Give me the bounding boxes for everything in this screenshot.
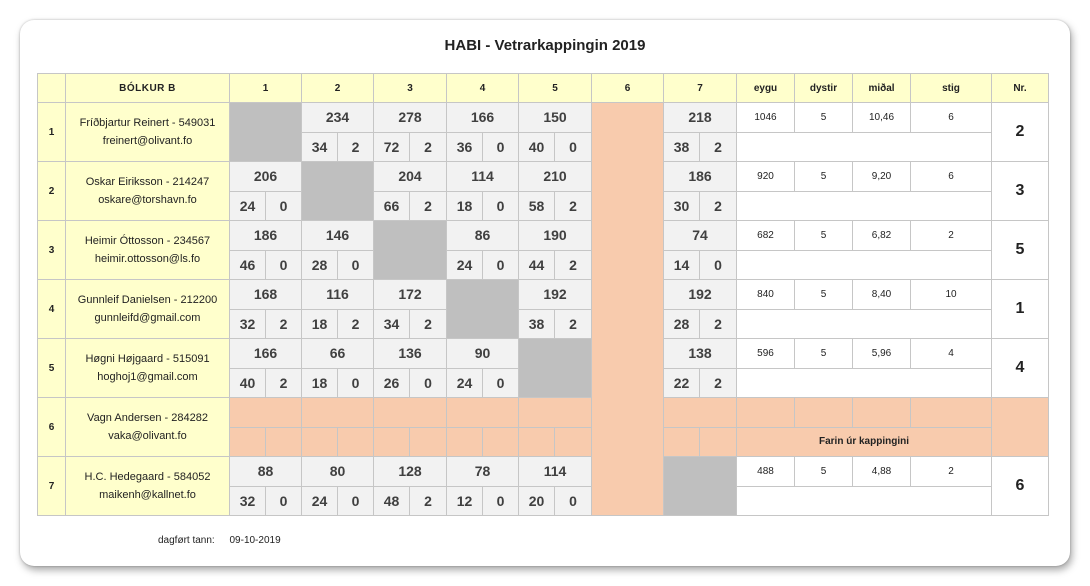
- stat-stig: 6: [911, 103, 992, 133]
- match-points: 0: [700, 250, 737, 280]
- stat-midal: 10,46: [853, 103, 911, 133]
- match-points: 0: [555, 486, 592, 516]
- withdrawn-cell: [700, 427, 737, 457]
- match-points: 0: [266, 191, 302, 221]
- stats-spacer: [737, 132, 992, 162]
- player-row-top: [38, 103, 1049, 133]
- rank-cell: 2: [992, 103, 1049, 162]
- player-name: Gunnleif Danielsen - 212200: [77, 294, 218, 306]
- match-total: 218: [664, 103, 737, 133]
- match-total: 88: [230, 457, 302, 487]
- match-value: 48: [374, 486, 410, 516]
- row-number: 3: [38, 221, 66, 280]
- match-value: 28: [664, 309, 700, 339]
- match-value: 24: [447, 368, 483, 398]
- round-header-6: 6: [592, 74, 664, 103]
- row-number: 2: [38, 162, 66, 221]
- withdrawn-cell: [374, 427, 410, 457]
- match-total: 136: [374, 339, 447, 369]
- stat-dystir: [795, 398, 853, 428]
- match-total: 138: [664, 339, 737, 369]
- match-points: 2: [266, 368, 302, 398]
- match-value: 24: [302, 486, 338, 516]
- match-total: 80: [302, 457, 374, 487]
- stat-eygu: 840: [737, 280, 795, 310]
- match-total: 128: [374, 457, 447, 487]
- stat-eygu: 1046: [737, 103, 795, 133]
- match-value: 38: [664, 132, 700, 162]
- stat-stig: 10: [911, 280, 992, 310]
- match-total: 166: [230, 339, 302, 369]
- match-points: 0: [483, 368, 519, 398]
- withdrawn-cell: [664, 398, 737, 428]
- rank-cell: 5: [992, 221, 1049, 280]
- match-value: 26: [374, 368, 410, 398]
- withdrawn-cell: [302, 427, 338, 457]
- player-name: Oskar Eiriksson - 214247: [85, 176, 210, 188]
- stat-eygu: 488: [737, 457, 795, 487]
- match-value: 34: [374, 309, 410, 339]
- match-points: 2: [555, 250, 592, 280]
- player-row-top: [38, 280, 1049, 310]
- match-points: 0: [483, 132, 519, 162]
- player-email: hoghoj1@gmail.com: [97, 371, 198, 383]
- match-total: 190: [519, 221, 592, 251]
- match-value: 18: [447, 191, 483, 221]
- header-row: [38, 74, 1049, 103]
- stats-spacer: [737, 309, 992, 339]
- stat-dystir: 5: [795, 280, 853, 310]
- match-points: 2: [338, 309, 374, 339]
- match-value: 32: [230, 486, 266, 516]
- match-points: 2: [700, 368, 737, 398]
- withdrawn-cell: [555, 427, 592, 457]
- stat-stig: 4: [911, 339, 992, 369]
- stat-stig: 2: [911, 457, 992, 487]
- stat-stig: 6: [911, 162, 992, 192]
- withdrawn-cell: [519, 398, 592, 428]
- withdrawn-cell: [266, 427, 302, 457]
- stat-dystir: 5: [795, 457, 853, 487]
- player-name: Fríðbjartur Reinert - 549031: [79, 117, 216, 129]
- player-email: maikenh@kallnet.fo: [99, 489, 196, 501]
- player-row-top: [38, 339, 1049, 369]
- withdrawn-cell: [664, 427, 700, 457]
- match-value: 20: [519, 486, 555, 516]
- stat-midal: [853, 398, 911, 428]
- match-value: 24: [230, 191, 266, 221]
- match-points: 2: [555, 309, 592, 339]
- player-email: freinert@olivant.fo: [102, 135, 193, 147]
- round-header-3: 3: [374, 74, 447, 103]
- match-value: 22: [664, 368, 700, 398]
- self-match-cell: [664, 457, 737, 516]
- match-total: 74: [664, 221, 737, 251]
- round-header-2: 2: [302, 74, 374, 103]
- stat-midal: 8,40: [853, 280, 911, 310]
- match-value: 58: [519, 191, 555, 221]
- player-email: oskare@torshavn.fo: [98, 194, 197, 206]
- match-points: 0: [266, 250, 302, 280]
- match-total: 150: [519, 103, 592, 133]
- player-cell: [66, 280, 230, 339]
- stat-dystir: 5: [795, 221, 853, 251]
- player-cell: [66, 457, 230, 516]
- match-points: 2: [338, 132, 374, 162]
- match-total: 206: [230, 162, 302, 192]
- match-points: 0: [338, 368, 374, 398]
- round-header-7: 7: [664, 74, 737, 103]
- stat-header-eygu: eygu: [737, 74, 795, 103]
- match-total: 116: [302, 280, 374, 310]
- stat-header-midal: miðal: [853, 74, 911, 103]
- rank-cell: 1: [992, 280, 1049, 339]
- self-match-cell: [447, 280, 519, 339]
- match-total: 210: [519, 162, 592, 192]
- self-match-cell: [302, 162, 374, 221]
- stat-midal: 6,82: [853, 221, 911, 251]
- round-header-4: 4: [447, 74, 519, 103]
- header-corner: [38, 74, 66, 103]
- match-value: 18: [302, 368, 338, 398]
- player-cell: [66, 162, 230, 221]
- rank-cell: 6: [992, 457, 1049, 516]
- player-name: Vagn Andersen - 284282: [87, 412, 208, 424]
- row-number: 6: [38, 398, 66, 457]
- stat-eygu: 920: [737, 162, 795, 192]
- match-total: 66: [302, 339, 374, 369]
- match-total: 86: [447, 221, 519, 251]
- withdrawn-cell: [447, 427, 483, 457]
- match-total: 146: [302, 221, 374, 251]
- match-total: 234: [302, 103, 374, 133]
- match-total: 186: [230, 221, 302, 251]
- stat-dystir: 5: [795, 162, 853, 192]
- withdrawn-cell: [410, 427, 447, 457]
- player-name: H.C. Hedegaard - 584052: [84, 471, 211, 483]
- match-points: 2: [700, 309, 737, 339]
- withdrawn-cell: [447, 398, 519, 428]
- match-points: 2: [410, 486, 447, 516]
- group-label: BÓLKUR B: [66, 74, 230, 103]
- match-points: 0: [483, 250, 519, 280]
- match-total: 204: [374, 162, 447, 192]
- stat-header-dystir: dystir: [795, 74, 853, 103]
- stat-eygu: 596: [737, 339, 795, 369]
- player-email: gunnleifd@gmail.com: [94, 312, 201, 324]
- stat-header-nr: Nr.: [992, 74, 1049, 103]
- withdrawn-note: Farin úr kappingini: [737, 427, 992, 457]
- self-match-cell: [230, 103, 302, 162]
- stats-spacer: [737, 250, 992, 280]
- match-points: 2: [410, 309, 447, 339]
- round-6-column: [592, 103, 664, 516]
- row-number: 7: [38, 457, 66, 516]
- match-points: 2: [410, 132, 447, 162]
- match-points: 0: [338, 250, 374, 280]
- stats-spacer: [737, 191, 992, 221]
- match-value: 30: [664, 191, 700, 221]
- match-value: 12: [447, 486, 483, 516]
- match-total: 78: [447, 457, 519, 487]
- rank-cell: [992, 398, 1049, 457]
- match-value: 72: [374, 132, 410, 162]
- player-row-top: [38, 398, 1049, 428]
- player-email: vaka@olivant.fo: [108, 430, 187, 442]
- match-value: 14: [664, 250, 700, 280]
- withdrawn-cell: [374, 398, 447, 428]
- match-value: 38: [519, 309, 555, 339]
- match-value: 34: [302, 132, 338, 162]
- match-points: 2: [700, 191, 737, 221]
- round-header-5: 5: [519, 74, 592, 103]
- row-number: 4: [38, 280, 66, 339]
- match-total: 114: [447, 162, 519, 192]
- match-value: 24: [447, 250, 483, 280]
- match-points: 0: [555, 132, 592, 162]
- rank-cell: 3: [992, 162, 1049, 221]
- player-cell: [66, 103, 230, 162]
- match-value: 46: [230, 250, 266, 280]
- player-cell: [66, 339, 230, 398]
- match-points: 0: [410, 368, 447, 398]
- stat-midal: 5,96: [853, 339, 911, 369]
- standings-table: [37, 73, 1049, 516]
- match-total: 278: [374, 103, 447, 133]
- player-email: heimir.ottosson@ls.fo: [94, 253, 201, 265]
- withdrawn-cell: [519, 427, 555, 457]
- match-points: 0: [483, 486, 519, 516]
- player-name: Heimir Óttosson - 234567: [84, 235, 211, 247]
- match-points: 2: [700, 132, 737, 162]
- last-updated-label: dagført tann:: [158, 535, 215, 546]
- stat-dystir: 5: [795, 339, 853, 369]
- stat-eygu: 682: [737, 221, 795, 251]
- round-header-1: 1: [230, 74, 302, 103]
- withdrawn-cell: [302, 398, 374, 428]
- match-points: 0: [483, 191, 519, 221]
- withdrawn-cell: [230, 427, 266, 457]
- stat-header-stig: stig: [911, 74, 992, 103]
- row-number: 1: [38, 103, 66, 162]
- match-value: 32: [230, 309, 266, 339]
- stat-midal: 9,20: [853, 162, 911, 192]
- stat-stig: 2: [911, 221, 992, 251]
- player-row-top: [38, 457, 1049, 487]
- stat-midal: 4,88: [853, 457, 911, 487]
- withdrawn-cell: [338, 427, 374, 457]
- match-total: 114: [519, 457, 592, 487]
- stats-spacer: [737, 486, 992, 516]
- page-title: HABI - Vetrarkappingin 2019: [444, 37, 646, 54]
- withdrawn-cell: [230, 398, 302, 428]
- match-total: 172: [374, 280, 447, 310]
- row-number: 5: [38, 339, 66, 398]
- last-updated-date: 09-10-2019: [229, 535, 281, 546]
- match-value: 44: [519, 250, 555, 280]
- match-total: 192: [664, 280, 737, 310]
- match-points: 2: [266, 309, 302, 339]
- stat-dystir: 5: [795, 103, 853, 133]
- match-value: 18: [302, 309, 338, 339]
- match-total: 90: [447, 339, 519, 369]
- match-total: 186: [664, 162, 737, 192]
- match-total: 192: [519, 280, 592, 310]
- match-value: 66: [374, 191, 410, 221]
- withdrawn-cell: [483, 427, 519, 457]
- player-row-top: [38, 162, 1049, 192]
- player-cell: [66, 221, 230, 280]
- match-total: 168: [230, 280, 302, 310]
- match-points: 2: [555, 191, 592, 221]
- match-points: 0: [266, 486, 302, 516]
- self-match-cell: [374, 221, 447, 280]
- match-value: 40: [230, 368, 266, 398]
- last-updated: [158, 535, 293, 546]
- match-value: 40: [519, 132, 555, 162]
- player-cell: [66, 398, 230, 457]
- self-match-cell: [519, 339, 592, 398]
- match-total: 166: [447, 103, 519, 133]
- player-name: Høgni Højgaard - 515091: [85, 353, 210, 365]
- match-points: 0: [338, 486, 374, 516]
- rank-cell: 4: [992, 339, 1049, 398]
- player-row-top: [38, 221, 1049, 251]
- stat-stig: [911, 398, 992, 428]
- match-points: 2: [410, 191, 447, 221]
- match-value: 36: [447, 132, 483, 162]
- stat-eygu: [737, 398, 795, 428]
- stats-spacer: [737, 368, 992, 398]
- match-value: 28: [302, 250, 338, 280]
